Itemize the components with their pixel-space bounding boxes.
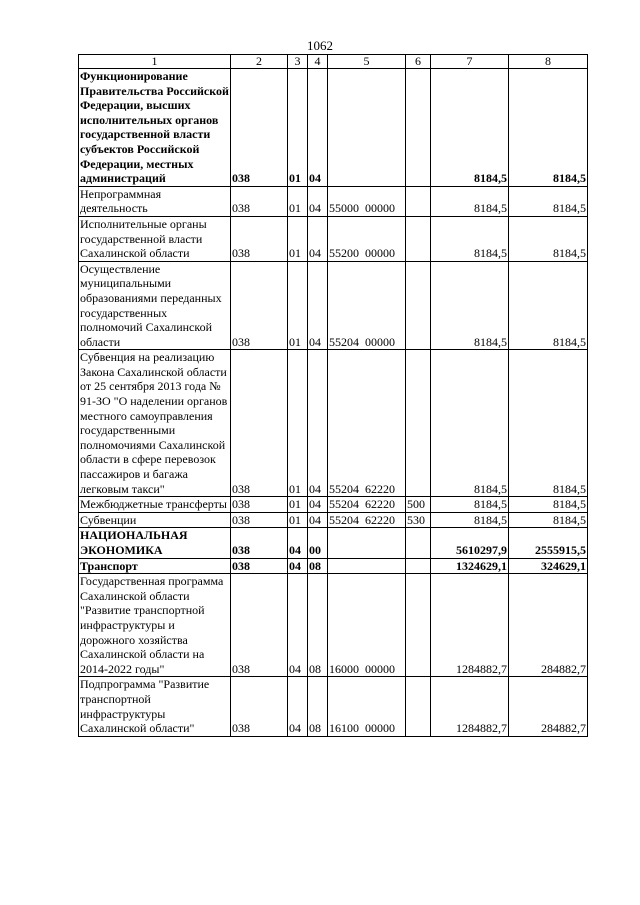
- table-row: [79, 677, 588, 736]
- expense-type-cell: [406, 350, 431, 497]
- row-name-cell: Функционирование Правительства Российской Федерации, высших исполнительных органов государственной власти субъектов Российской Федерации, местных администраций: [80, 69, 229, 186]
- row-name-cell: Непрограммная деятельность: [79, 186, 231, 216]
- target-article-cell: 16000 00000: [328, 574, 406, 677]
- target-article-cell: 55204 62220: [328, 350, 406, 497]
- subsection-code-cell: 04: [308, 512, 328, 528]
- grbs-code-cell: 038: [231, 497, 288, 513]
- grbs-code-cell: 038: [231, 528, 288, 558]
- table-header-row: [79, 55, 588, 69]
- target-article-cell: 55200 00000: [328, 216, 406, 261]
- amount-1-cell: 8184,5: [431, 350, 509, 497]
- amount-2-cell: 8184,5: [509, 216, 588, 261]
- row-name-cell: Государственная программа Сахалинской области "Развитие транспортной инфраструктуры и дорожного хозяйства Сахалинской области на 2014-2022 годы": [79, 574, 231, 677]
- amount-1-cell: 8184,5: [431, 512, 509, 528]
- amount-2-cell: 8184,5: [509, 186, 588, 216]
- amount-2-cell: 284882,7: [509, 677, 588, 736]
- subsection-code-cell: 04: [308, 261, 328, 350]
- row-name-cell: Межбюджетные трансферты: [79, 497, 231, 513]
- amount-1-cell: 8184,5: [431, 69, 509, 187]
- subsection-code-cell: 04: [308, 497, 328, 513]
- target-article-cell: 55204 62220: [328, 497, 406, 513]
- section-code-cell: 04: [288, 558, 308, 574]
- header-cell: 6: [406, 55, 431, 69]
- amount-1-cell: 1324629,1: [431, 558, 509, 574]
- table-row: [79, 574, 588, 677]
- expense-type-cell: [406, 261, 431, 350]
- section-code-cell: 01: [288, 512, 308, 528]
- amount-1-cell: 1284882,7: [431, 574, 509, 677]
- header-cell: 2: [231, 55, 288, 69]
- amount-1-cell: 8184,5: [431, 497, 509, 513]
- section-code-cell: 04: [288, 528, 308, 558]
- budget-table: [78, 54, 588, 737]
- section-code-cell: 04: [288, 677, 308, 736]
- subsection-code-cell: 04: [308, 69, 328, 187]
- section-code-cell: 01: [288, 216, 308, 261]
- amount-1-cell: 8184,5: [431, 216, 509, 261]
- table-row: [79, 69, 588, 187]
- section-code-cell: 04: [288, 574, 308, 677]
- amount-1-cell: 5610297,9: [431, 528, 509, 558]
- subsection-code-cell: 04: [308, 186, 328, 216]
- grbs-code-cell: 038: [231, 350, 288, 497]
- subsection-code-cell: 04: [308, 216, 328, 261]
- subsection-code-cell: 08: [308, 558, 328, 574]
- table-row: [79, 350, 588, 497]
- amount-2-cell: 8184,5: [509, 512, 588, 528]
- amount-2-cell: 284882,7: [509, 574, 588, 677]
- header-cell: 3: [288, 55, 308, 69]
- amount-2-cell: 2555915,5: [509, 528, 588, 558]
- row-name-cell: Подпрограмма "Развитие транспортной инфраструктуры Сахалинской области": [79, 677, 231, 736]
- grbs-code-cell: 038: [231, 186, 288, 216]
- expense-type-cell: [406, 677, 431, 736]
- subsection-code-cell: 04: [308, 350, 328, 497]
- target-article-cell: 55204 62220: [328, 512, 406, 528]
- section-code-cell: 01: [288, 186, 308, 216]
- target-article-cell: [328, 558, 406, 574]
- amount-2-cell: 8184,5: [509, 497, 588, 513]
- expense-type-cell: [406, 216, 431, 261]
- section-code-cell: 01: [288, 497, 308, 513]
- grbs-code-cell: 038: [231, 261, 288, 350]
- expense-type-cell: [406, 558, 431, 574]
- amount-1-cell: 8184,5: [431, 186, 509, 216]
- header-cell: 7: [431, 55, 509, 69]
- table-row: [79, 186, 588, 216]
- grbs-code-cell: 038: [231, 558, 288, 574]
- table-row: [79, 512, 588, 528]
- subsection-code-cell: 00: [308, 528, 328, 558]
- row-name-cell: НАЦИОНАЛЬНАЯ ЭКОНОМИКА: [79, 528, 231, 558]
- expense-type-cell: [406, 69, 431, 187]
- amount-2-cell: 324629,1: [509, 558, 588, 574]
- table-row: [79, 528, 588, 558]
- page-number: 1062: [307, 38, 333, 53]
- target-article-cell: 55000 00000: [328, 186, 406, 216]
- expense-type-cell: [406, 186, 431, 216]
- row-name-cell: Осуществление муниципальными образованиями переданных государственных полномочий Сахалинской области: [79, 261, 231, 350]
- expense-type-cell: 500: [406, 497, 431, 513]
- table-row: [79, 558, 588, 574]
- amount-2-cell: 8184,5: [509, 69, 588, 187]
- target-article-cell: 16100 00000: [328, 677, 406, 736]
- grbs-code-cell: 038: [231, 69, 288, 187]
- table-row: [79, 216, 588, 261]
- grbs-code-cell: 038: [231, 216, 288, 261]
- header-cell: 1: [79, 55, 231, 69]
- row-name-cell: Исполнительные органы государственной власти Сахалинской области: [79, 216, 231, 261]
- row-name-cell: Субвенция на реализацию Закона Сахалинской области от 25 сентября 2013 года № 91-ЗО "О наделении органов местного самоуправления государственными полномочиями Сахалинской области в сфере перевозок пассажиров и багажа легковым такси": [79, 350, 231, 497]
- target-article-cell: 55204 00000: [328, 261, 406, 350]
- expense-type-cell: 530: [406, 512, 431, 528]
- row-name-cell: Субвенции: [79, 512, 231, 528]
- header-cell: 8: [509, 55, 588, 69]
- grbs-code-cell: 038: [231, 512, 288, 528]
- expense-type-cell: [406, 574, 431, 677]
- grbs-code-cell: 038: [231, 574, 288, 677]
- subsection-code-cell: 08: [308, 677, 328, 736]
- amount-2-cell: 8184,5: [509, 261, 588, 350]
- amount-1-cell: 8184,5: [431, 261, 509, 350]
- section-code-cell: 01: [288, 261, 308, 350]
- row-name-cell: Транспорт: [79, 558, 231, 574]
- amount-2-cell: 8184,5: [509, 350, 588, 497]
- header-cell: 5: [328, 55, 406, 69]
- subsection-code-cell: 08: [308, 574, 328, 677]
- section-code-cell: 01: [288, 350, 308, 497]
- target-article-cell: [328, 69, 406, 187]
- target-article-cell: [328, 528, 406, 558]
- table-row: [79, 497, 588, 513]
- section-code-cell: 01: [288, 69, 308, 187]
- expense-type-cell: [406, 528, 431, 558]
- header-cell: 4: [308, 55, 328, 69]
- grbs-code-cell: 038: [231, 677, 288, 736]
- amount-1-cell: 1284882,7: [431, 677, 509, 736]
- table-row: [79, 261, 588, 350]
